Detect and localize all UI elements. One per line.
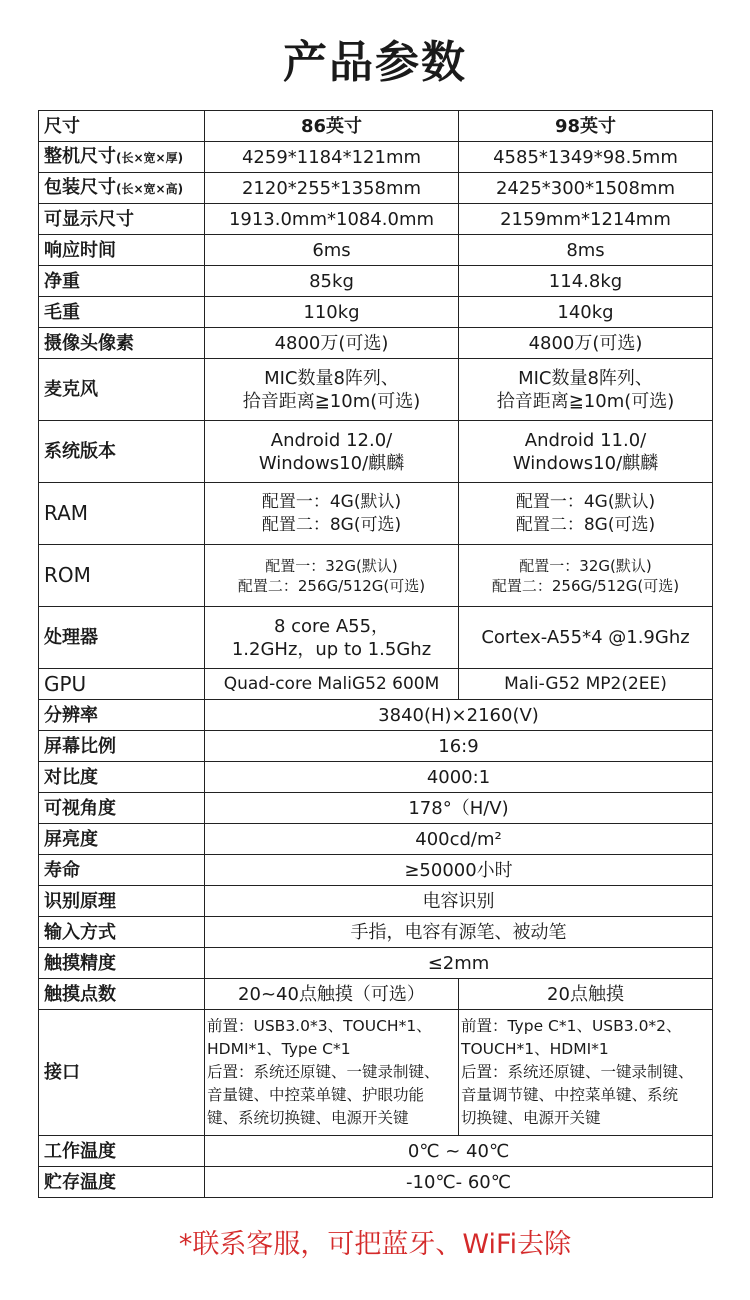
cell-86: 6ms — [205, 235, 459, 266]
cell-98: 114.8kg — [459, 266, 713, 297]
cell-merged: 16:9 — [205, 731, 713, 762]
row-label: 寿命 — [39, 855, 205, 886]
cell-merged: 400cd/m² — [205, 824, 713, 855]
table-row — [39, 886, 713, 917]
cell-86: MIC数量8阵列、 拾音距离≧10m(可选) — [205, 359, 459, 421]
header-86: 86英寸 — [205, 111, 459, 142]
table-row — [39, 328, 713, 359]
cell-98: MIC数量8阵列、 拾音距离≧10m(可选) — [459, 359, 713, 421]
cell-86: 配置一：4G(默认) 配置二：8G(可选) — [205, 483, 459, 545]
table-row — [39, 855, 713, 886]
row-label: 触摸点数 — [39, 979, 205, 1010]
row-label: 屏幕比例 — [39, 731, 205, 762]
cell-merged: 0℃ ~ 40℃ — [205, 1136, 713, 1167]
row-label: 整机尺寸(长×宽×厚) — [39, 142, 205, 173]
row-label: 麦克风 — [39, 359, 205, 421]
table-header-row — [39, 111, 713, 142]
cell-merged: -10℃- 60℃ — [205, 1167, 713, 1198]
row-label: 对比度 — [39, 762, 205, 793]
header-98: 98英寸 — [459, 111, 713, 142]
row-label: 贮存温度 — [39, 1167, 205, 1198]
cell-merged: 手指，电容有源笔、被动笔 — [205, 917, 713, 948]
cell-merged: 178°（H/V) — [205, 793, 713, 824]
table-row — [39, 1010, 713, 1136]
table-row — [39, 731, 713, 762]
cell-98: 4800万(可选) — [459, 328, 713, 359]
cell-86: 1913.0mm*1084.0mm — [205, 204, 459, 235]
table-row — [39, 607, 713, 669]
cell-merged: 4000:1 — [205, 762, 713, 793]
table-row — [39, 948, 713, 979]
table-row — [39, 979, 713, 1010]
table-row — [39, 793, 713, 824]
cell-98: 配置一：4G(默认) 配置二：8G(可选) — [459, 483, 713, 545]
cell-86: 2120*255*1358mm — [205, 173, 459, 204]
row-label: RAM — [39, 483, 205, 545]
cell-98: Cortex-A55*4 @1.9Ghz — [459, 607, 713, 669]
table-row — [39, 1136, 713, 1167]
cell-86: 4800万(可选) — [205, 328, 459, 359]
table-row — [39, 204, 713, 235]
cell-98: 配置一：32G(默认) 配置二：256G/512G(可选) — [459, 545, 713, 607]
cell-86: 20~40点触摸（可选） — [205, 979, 459, 1010]
spec-table — [38, 110, 713, 1198]
page-title: 产品参数 — [283, 37, 467, 88]
cell-merged: ≤2mm — [205, 948, 713, 979]
cell-98: Mali-G52 MP2(2EE) — [459, 669, 713, 700]
row-label: 摄像头像素 — [39, 328, 205, 359]
footnote: *联系客服，可把蓝牙、WiFi去除 — [178, 1229, 572, 1260]
row-label: 屏亮度 — [39, 824, 205, 855]
cell-86-ports: 前置：USB3.0*3、TOUCH*1、 HDMI*1、Type C*1 后置：系统还原键、一键录制键、 音量键、中控菜单键、护眼功能 键、系统切换键、电源开关键 — [205, 1010, 459, 1136]
cell-86: Quad-core MaliG52 600M — [205, 669, 459, 700]
row-label: 触摸精度 — [39, 948, 205, 979]
cell-86: 8 core A55， 1.2GHz，up to 1.5Ghz — [205, 607, 459, 669]
table-row — [39, 700, 713, 731]
table-row — [39, 483, 713, 545]
row-label: 响应时间 — [39, 235, 205, 266]
cell-98: 20点触摸 — [459, 979, 713, 1010]
cell-98: 8ms — [459, 235, 713, 266]
header-label: 尺寸 — [39, 111, 205, 142]
table-row — [39, 235, 713, 266]
table-row — [39, 297, 713, 328]
row-label: 识别原理 — [39, 886, 205, 917]
cell-98-ports: 前置：Type C*1、USB3.0*2、 TOUCH*1、HDMI*1 后置：系统还原键、一键录制键、 音量调节键、中控菜单键、系统 切换键、电源开关键 — [459, 1010, 713, 1136]
table-row — [39, 421, 713, 483]
row-label: 净重 — [39, 266, 205, 297]
row-label: 可显示尺寸 — [39, 204, 205, 235]
table-row — [39, 545, 713, 607]
cell-98: 4585*1349*98.5mm — [459, 142, 713, 173]
cell-merged: 3840(H)×2160(V) — [205, 700, 713, 731]
row-label: 输入方式 — [39, 917, 205, 948]
cell-98: 2159mm*1214mm — [459, 204, 713, 235]
cell-98: 2425*300*1508mm — [459, 173, 713, 204]
cell-86: 85kg — [205, 266, 459, 297]
table-row — [39, 173, 713, 204]
table-row — [39, 359, 713, 421]
row-label: 毛重 — [39, 297, 205, 328]
cell-86: 配置一：32G(默认) 配置二：256G/512G(可选) — [205, 545, 459, 607]
table-row — [39, 669, 713, 700]
row-label: 处理器 — [39, 607, 205, 669]
table-row — [39, 917, 713, 948]
cell-merged: ≥50000小时 — [205, 855, 713, 886]
row-label: GPU — [39, 669, 205, 700]
cell-98: Android 11.0/ Windows10/麒麟 — [459, 421, 713, 483]
table-row — [39, 266, 713, 297]
cell-merged: 电容识别 — [205, 886, 713, 917]
row-label: ROM — [39, 545, 205, 607]
row-label: 系统版本 — [39, 421, 205, 483]
cell-86: Android 12.0/ Windows10/麒麟 — [205, 421, 459, 483]
cell-86: 4259*1184*121mm — [205, 142, 459, 173]
table-row — [39, 762, 713, 793]
table-row — [39, 1167, 713, 1198]
row-label: 可视角度 — [39, 793, 205, 824]
row-label: 接口 — [39, 1010, 205, 1136]
cell-86: 110kg — [205, 297, 459, 328]
row-label: 工作温度 — [39, 1136, 205, 1167]
table-row — [39, 824, 713, 855]
row-label: 包装尺寸(长×宽×高) — [39, 173, 205, 204]
table-row — [39, 142, 713, 173]
row-label: 分辨率 — [39, 700, 205, 731]
cell-98: 140kg — [459, 297, 713, 328]
